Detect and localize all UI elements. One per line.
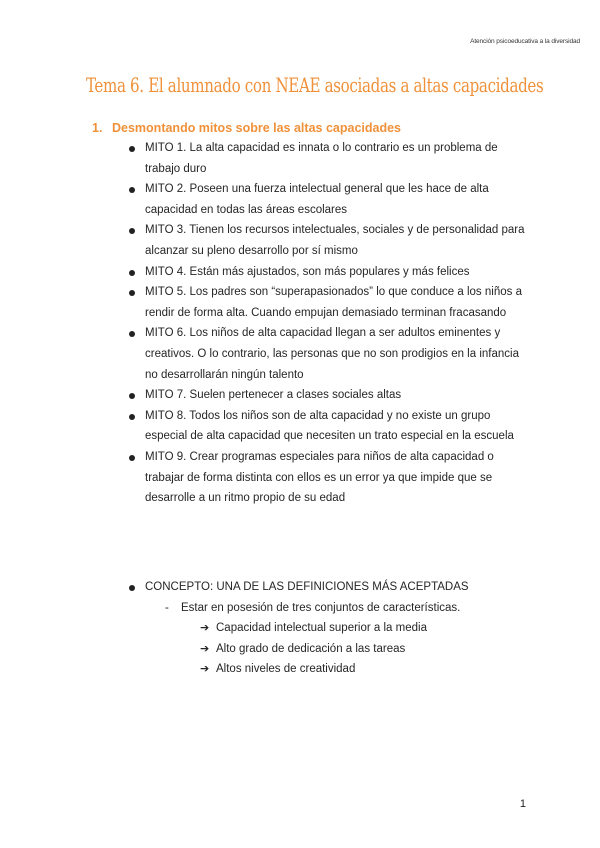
bullet-icon (129, 455, 135, 461)
concept-sub-text: Estar en posesión de tres conjuntos de características. (181, 602, 461, 614)
bullet-icon (129, 331, 135, 337)
myth-list (125, 138, 525, 509)
list-item: MITO 5. Los padres son “superapasionados” lo que conduce a los niños a rendir de forma alta. Cuando empujan demasiado terminan fracasando (125, 282, 525, 323)
characteristics-list (200, 618, 427, 680)
page-title: Tema 6. El alumnado con NEAE asociadas a altas capacidades (86, 74, 544, 97)
concept-label: CONCEPTO: UNA DE LAS DEFINICIONES MÁS ACEPTADAS (145, 581, 469, 593)
list-item: MITO 4. Están más ajustados, son más populares y más felices (125, 262, 525, 283)
list-item: ➔ Alto grado de dedicación a las tareas (200, 639, 427, 660)
list-item: ➔ Altos niveles de creatividad (200, 659, 427, 680)
bullet-icon (129, 290, 135, 296)
concept-sub-item (165, 598, 460, 619)
section-number: 1. (92, 121, 103, 135)
section-heading (92, 121, 401, 135)
list-item: MITO 6. Los niños de alta capacidad llegan a ser adultos eminentes y creativos. O lo contrario, las personas que no son prodigios en la infancia no desarrollarán ningún talento (125, 323, 525, 385)
list-item: MITO 1. La alta capacidad es innata o lo contrario es un problema de trabajo duro (125, 138, 525, 179)
list-item: ➔ Capacidad intelectual superior a la media (200, 618, 427, 639)
list-item: MITO 3. Tienen los recursos intelectuales, sociales y de personalidad para alcanzar su pleno desarrollo por sí mismo (125, 220, 525, 261)
bullet-icon (129, 228, 135, 234)
arrow-right-icon: ➔ (200, 622, 210, 634)
page-number: 1 (519, 798, 526, 810)
concept-item (125, 577, 545, 598)
list-item: MITO 2. Poseen una fuerza intelectual general que les hace de alta capacidad en todas las áreas escolares (125, 179, 525, 220)
list-item: MITO 8. Todos los niños son de alta capacidad y no existe un grupo especial de alta capacidad que necesiten un trato especial en la escuela (125, 406, 525, 447)
section-heading-text: Desmontando mitos sobre las altas capacidades (112, 121, 401, 135)
list-item: MITO 7. Suelen pertenecer a clases sociales altas (125, 385, 525, 406)
bullet-icon (129, 414, 135, 420)
list-item: MITO 9. Crear programas especiales para niños de alta capacidad o trabajar de forma distinta con ellos es un error ya que impide que se desarrolle a un ritmo propio de su edad (125, 447, 525, 509)
bullet-icon (129, 393, 135, 399)
running-header: Atención psicoeducativa a la diversidad (470, 38, 580, 45)
dash-icon: - (165, 602, 169, 614)
arrow-right-icon: ➔ (200, 642, 210, 655)
concept-block (125, 577, 545, 598)
bullet-icon (129, 187, 135, 193)
bullet-icon (129, 585, 135, 591)
bullet-icon (129, 146, 135, 152)
bullet-icon (129, 270, 135, 276)
arrow-right-icon: ➔ (200, 663, 210, 676)
